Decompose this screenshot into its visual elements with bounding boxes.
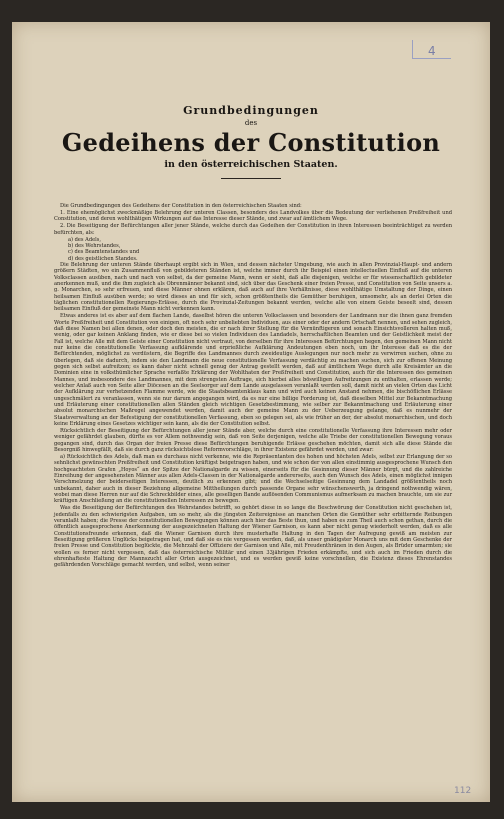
paragraph-4: Etwas anderes ist es aber auf dem flachen Lande, daselbst hören die unteren Volksclassen und besonders der Landmann nur die ihnen ganz fremden Worte Preßfreiheit und Constitution von einigen, oft noch sehr unbeliebten Individuen, aus einer oder der andern Ortschaft nennen, und sehen zugleich, daß diese Namen bei allen denen, oder doch den meisten, die er nach ihrer Stellung für die Vernünftigeren und sonach Einsichtsvolleren halten muß, wenig, oder gar keinen Anklang finden, wie er diese bei so vielen Individuen des Landadels, herrschaftlichen Beamten und der Geistlichkeit meist der Fall ist, welche Alle mit dem Geiste einer Constitution nicht vertraut, von derselben für ihre Interessen Befürchtungen hegen, den gemeinen Mann nicht nur keine die constitutionelle Verfassung aufklärende und erprießliche Aufklärung Andeutungen eben noch, um ihr Interesse daß es die der Befürchtenden, möglichst zu verdüstern, die Begriffe des Landmannes durch zweideutige Auslegungen nur noch mehr zu verwirren suchen, ohne zu überlegen, daß sie dadurch, indem sie den Landmann die neue constitutionelle Verfassung verdächtig zu machen suchen, sich zur offenen Meinung gegen sich selbst aufreitzen; es kann daher nicht schnell genug der Antrag gestellt werden, daß auf ämtlichem Wege durch alle Kreisämter an die Dominien eine in volksthümlicher Sprache verfaßte Erklärung der Wohlthaten der Preßfreiheit und Constitution, auch für die Interessen des gemeinen Mannes, und insbesondere des Landmannes, mit dem strengsten Auftrage, sich hierbei alles böswilligen Aufreitzungen zu enthalten, erlassen werde; welcher Anlaß auch von Seite aller Diöcesen an die Seelsorger auf dem Lande ausgelassen veranlaßt werden soll, damit nicht an vielen Orten das Licht der Aufklärung zur verhetzenden Flamme werde, wie die Staatsbeamtenklaus kann und wird auch keinen Anstand nehmen, die bischöflichen Erlässe ungeschmälert zu veranlassen, wenn sie nur darum angegangen wird, da es nur eine billige Forderung ist, daß dieselben Mittel zur Bekanntmachung und Erläuterung einer constitutionellen allen Ständen gleich wichtigen Gesetzbestimmung, wie selber zur Bekanntmachung und Erläuterung einer absolut monarchischen Maßregel angewendet werden, damit auch der gemeine Mann zu der Ueberzeugung gelange, daß es nunmehr der Staatsverwaltung an der Befestigung der constitutionellen Verfassung, eben so gelegen sei, als wie früher an der, der absolut monarchischen, und doch keine Erklärung eines Gesetzes wichtiger sein kann, als die der Constitution selbst. bbox=[54, 313, 452, 428]
paragraph-1: 1. Eine ehemöglichst zweckmäßige Belehrung der unteren Classen, besonders des Landvolkes über die Bedeutung der verliehenen Preßfreiheit und Constitution, und deren wohlthätigen Wirkungen auf das Interesse dieser Stände, und zwar auf ämtlichem Wege. bbox=[54, 209, 452, 223]
folio-number: 112 bbox=[454, 786, 472, 796]
list-item: b) des Wehrstandes, bbox=[68, 242, 121, 249]
archive-number: 4 bbox=[428, 44, 436, 58]
main-title: Gedeihens der Constitution bbox=[61, 128, 441, 157]
list-item: d) des geistlichen Standes. bbox=[68, 255, 138, 262]
document-page bbox=[12, 22, 490, 802]
paragraph-7: Was die Beseitigung der Befürchtungen des Wehrstandes betrifft, so gehört diese in so lange die Beschwörung der Constitution nicht geschehen ist, jedenfalls zu den schwierigsten Aufgaben, um so mehr, als die jüngsten Zeitereignisse an manchen Orten die Gemüther sehr erbitternde Reibungen veranlaßt haben; die Presse der constitutionellen Bewegungen können auch hier das Beste thun, und haben es zum Theil auch schon gethan, durch die öffentlich ausgesprochene Anerkennung der ausgezeichneten Haltung der Wiener Garnison, es kann aber nicht genug wiederholt werden, daß es alle Constitutionsfreunde erkennen, daß die Wiener Garnison durch ihre musterhafte Haltung in den Tagen der Aufregung gewiß am meisten zur Beseitigung größeren Unglücks beigetragen hat, und daß sie es nie vergessen werden, daß, als unser gnädigster Monarch uns mit dem Geschenke der freien Presse und Constitution beglückte, die Mehrzahl der Offiziere der Garnison und Alle, mit Freudenthränen in den Augen, als Brüder umarmten; sie wollen es ferner nicht vergessen, daß das österreichische Militär und einen 33jährigen Frieden erkämpfte, und sich auch im Frieden durch die ehrenhafteste Haltung der Mannszucht aller Orten ausgezeichnet, und es werden gewiß keine vorschnellen, die Existenz dieses Ehrenstandes gefährdenden Vorschläge gemacht werden, und selbst, wenn seiner bbox=[54, 505, 452, 569]
subtitle: in den österreichischen Staaten. bbox=[164, 159, 338, 170]
title-divider bbox=[221, 178, 281, 179]
paragraph-3: Die Belehrung der unteren Stände überhaupt ergibt sich in Wien, und dessen nächster Umgebung, wie auch in allen Provinzial-Haupt- und andern größern Städten, wo ein Zusammenfluß von gebildeteren Ständen ist, welche immer durch ihr Beispiel einen intellectuellen Einfluß auf die unteren Volksclassen ausüben, nach und nach von selbst, da der gemeine Mann, wenn er sieht, daß alle diejenigen, welche er für wissenschaftlich gebildeter anerkennen muß, und die ihm zugleich als Obrenmänner bekannt sind, sich über das Geschenk einer freien Presse, und Constitution von Seite unsers a. g. Monarchen, so sehr erfreuen, und diese Männer ohnen erklären, daß auch auf ihre Verhältnisse, diese wohlthätige Umstaltung der Dinge, einen heilsamen Einfluß ausüben werde; so wird dieses an und für sich, schon größtentheils die Gemüther beruhigen, umsomehr, als an derlei Orten die täglichen constitutionellen Regierungs-Erlässe, durch die Provinzial-Zeitungen bekannt werden, welche alle von einem Geiste beseelt sind, dessen heilsamen Einfluß der gemeinste Mann nicht verkennen kann. bbox=[54, 261, 452, 313]
title-line-2: des bbox=[244, 119, 258, 127]
document-body bbox=[54, 203, 452, 569]
list-item: a) des Adels, bbox=[68, 236, 101, 243]
paragraph-5: Rücksichtlich der Beseitigung der Befürchtungen aller jener Stände aber, welche durch eine constitutionelle Verfassung ihre Interessen mehr oder weniger gefährdet glauben, dürfte es vor Allem nothwendig sein, daß von Seite derjenigen, welche alle Triebe der constitutionellen Bewegung voraus gegangen sind, durch das Organ der freien Presse diese Befürchtungen beruhigende Erlässe geschehen möchten, damit sich alle diese Stände die Besorgniß hinwegfällt, daß sie durch ganz rücksichtslose Reformvorschläge, in ihrer Existenz gefährdet werden, und zwar: bbox=[54, 428, 452, 454]
title-line-1: Grundbedingungen bbox=[183, 104, 319, 117]
paragraph-intro: Die Grundbedingungen des Gedeihens der Constitution in den österreichischen Staaten sind: bbox=[60, 203, 302, 209]
paragraph-2: 2. Die Beseitigung der Befürchtungen aller jener Stände, welche durch das Gedeihen der Constitution in ihren Interessen beeinträchtiget zu werden befürchten, als: bbox=[54, 223, 452, 236]
document-header bbox=[12, 104, 490, 179]
estates-list bbox=[54, 237, 452, 262]
paragraph-6: a) Rücksichtlich des Adels, daß man es durchaus nicht verkenne, wie die Repräsentanten des hohen und höchsten Adels, selbst zur Erlangung der so sehnlichst gewünschten Preßfreiheit und Constitution kräftigst beigetragen haben, und wie schon der von allen einstimmig ausgesprochene Wunsch den hochgeachteten Grafen „Hoyos“ an der Spitze der Nationalgarde zu wissen, einerseits für die Gesinnung dieser Männer bürgt, und die zahlreiche Einreihung der angesehensten Männer aus allen Adels-Classen in der Nationalgarde andererseits, auch den Wunsch des Adels, einen möglichst innigen Verschmelzung der beiderseitigen Interessen, deutlich zu erkennen gibt; und die Wechselseitige Gesinnung dem Landadel größtentheils noch unbekannt, daher auch in dieser Beziehung allgemeine Mittheilungen durch passende Organe sehr wünschenswerth, ja dringend nothwendig wären, wobei man diese Herren nur auf die Schreckbilder eines, alle geselligen Bande auflösenden Communismus aufmerksam zu machen brauchte, um sie zur kräftigen Anschließung an die constitutionellen Interessen zu bewegen. bbox=[54, 453, 452, 505]
list-item: c) des Beamtenstandes und bbox=[68, 249, 140, 256]
